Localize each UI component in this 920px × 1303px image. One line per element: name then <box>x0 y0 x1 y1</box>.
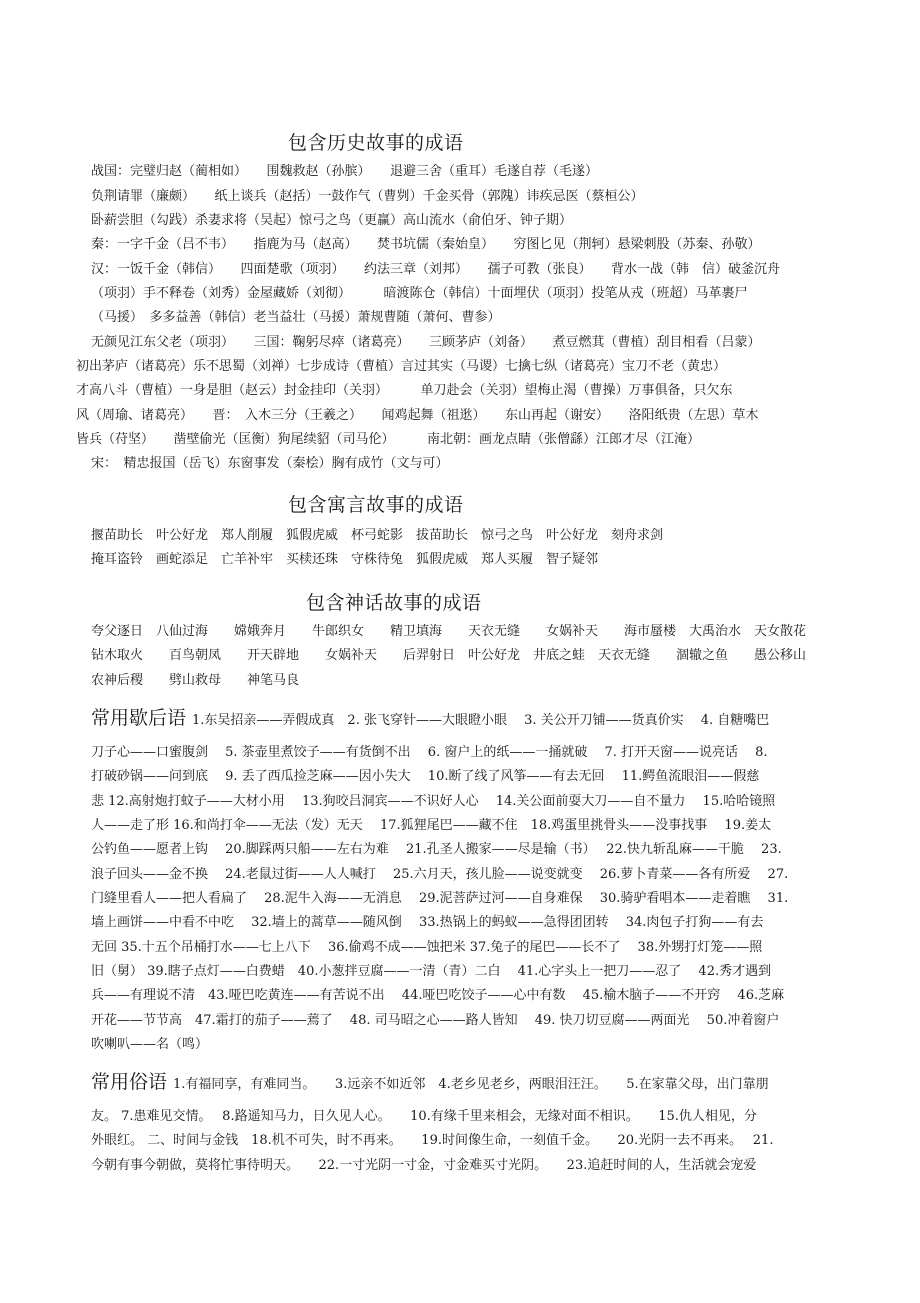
suyu-line-4: 今朝有事今朝做，莫将忙事待明天。 22.一寸光阴一寸金，寸金难买寸光阴。 23.追赶时间的人，生活就会宠爱 <box>91 1158 757 1173</box>
history-line-12: 皆兵（苻坚） 凿壁偷光（匡衡）狗尾续貂（司马伦） 南北朝：画龙点睛（张僧繇）江郎才尽（江淹） <box>76 432 701 447</box>
history-line-10: 才高八斗（曹植）一身是胆（赵云）封金挂印（关羽） 单刀赴会（关羽）望梅止渴（曹操）万事俱备，只欠东 <box>76 383 733 398</box>
myth-line-3: 农神后稷 劈山救母 神笔马良 <box>91 673 300 688</box>
history-line-9: 初出茅庐（诸葛亮）乐不思蜀（刘禅）七步成诗（曹植）言过其实（马谡）七擒七纵（诸葛亮）宝刀不老（黄忠） <box>76 359 727 374</box>
myth-idioms-heading: 包含神话故事的成语 <box>306 592 482 614</box>
xiehouyu-line-1 <box>91 707 770 729</box>
xiehouyu-line-2: 刀子心——口蜜腹剑 5. 茶壶里煮饺子——有货倒不出 6. 窗户上的纸——一捅就破 7. 打开天窗——说亮话 8. <box>91 745 768 760</box>
history-line-2: 负荆请罪（廉颇） 纸上谈兵（赵括）一鼓作气（曹刿）千金买骨（郭隗）讳疾忌医（蔡桓公） <box>91 189 644 204</box>
history-line-5: 汉：一饭千金（韩信） 四面楚歌（项羽） 约法三章（刘邦） 孺子可教（张良） 背水一战（韩 信）破釜沉舟 <box>91 262 781 277</box>
xiehouyu-line-5: 人——走了形 16.和尚打伞——无法（发）无天 17.狐狸尾巴——藏不住 18.鸡蛋里挑骨头——没事找事 19.姜太 <box>91 818 772 833</box>
history-line-3: 卧薪尝胆（勾践）杀妻求将（吴起）惊弓之鸟（更赢）高山流水（俞伯牙、钟子期） <box>91 213 573 228</box>
xiehouyu-line-10: 无回 35.十五个吊桶打水——七上八下 36.偷鸡不成——蚀把米 37.兔子的尾巴——长不了 38.外甥打灯笼——照 <box>91 940 763 955</box>
suyu-line-2: 友。 7.患难见交情。 8.路遥知马力，日久见人心。 10.有缘千里来相会，无缘对面不相识。 15.仇人相见，分 <box>91 1109 757 1124</box>
xiehouyu-line-3: 打破砂锅——问到底 9. 丢了西瓜捡芝麻——因小失大 10.断了线了风筝——有去无回 11.鳄鱼流眼泪——假慈 <box>91 769 760 784</box>
xiehouyu-line-6: 公钓鱼——愿者上钩 20.脚踩两只船——左右为难 21.孔圣人搬家——尽是输（书） 22.快九斩乱麻——干脆 23. <box>91 842 782 857</box>
fable-idioms-heading: 包含寓言故事的成语 <box>288 494 464 516</box>
history-line-4: 秦：一字千金（吕不韦） 指鹿为马（赵高） 焚书坑儒（秦始皇） 穷图匕见（荆轲）悬梁刺股（苏秦、孙敬） <box>91 237 761 252</box>
xiehouyu-line-8: 门缝里看人——把人看扁了 28.泥牛入海——无消息 29.泥菩萨过河——自身难保 30.骑驴看唱本——走着瞧 31. <box>91 891 789 906</box>
history-line-7: （马援） 多多益善（韩信）老当益壮（马援）萧规曹随（萧何、曹参） <box>91 310 501 325</box>
myth-line-1: 夸父逐日 八仙过海 嫦娥奔月 牛郎织女 精卫填海 天衣无缝 女娲补天 海市蜃楼 大禹治水 天女散花 <box>91 624 807 639</box>
fable-line-2: 掩耳盗铃 画蛇添足 亡羊补牢 买椟还珠 守株待兔 狐假虎威 郑人买履 智子疑邻 <box>91 552 599 567</box>
xiehouyu-line-11: 旧（舅） 39.瞎子点灯——白费蜡 40.小葱拌豆腐——一清（青）二白 41.心字头上一把刀——忍了 42.秀才遇到 <box>91 964 772 979</box>
xiehouyu-line-9: 墙上画饼——中看不中吃 32.墙上的蒿草——随风倒 33.热锅上的蚂蚁——急得团团转 34.肉包子打狗——有去 <box>91 915 764 930</box>
history-line-11: 风（周瑜、诸葛亮） 晋： 入木三分（王羲之） 闻鸡起舞（祖逖） 东山再起（谢安） 洛阳纸贵（左思）草木 <box>76 408 759 423</box>
suyu-text: 1.有福同享，有难同当。 3.远亲不如近邻 4.老乡见老乡，两眼泪汪汪。 5.在家靠父母，出门靠朋 <box>173 1077 769 1092</box>
xiehouyu-line-14: 吹喇叭——名（鸣） <box>91 1037 209 1052</box>
history-line-8: 无颜见江东父老（项羽） 三国：鞠躬尽瘁（诸葛亮） 三顾茅庐（刘备） 煮豆燃萁（曹植）刮目相看（吕蒙） <box>91 335 761 350</box>
xiehouyu-line-7: 浪子回头——金不换 24.老鼠过街——人人喊打 25.六月天，孩儿脸——说变就变 26.萝卜青菜——各有所爱 27. <box>91 867 789 882</box>
suyu-line-3: 外眼红。 二、时间与金钱 18.机不可失，时不再来。 19.时间像生命，一刻值千金。 20.光阴一去不再来。 21. <box>91 1133 774 1148</box>
xiehouyu-line-13: 开花——节节高 47.霜打的茄子——蔫了 48. 司马昭之心——路人皆知 49. 快刀切豆腐——两面光 50.冲着窗户 <box>91 1013 780 1028</box>
suyu-label: 常用俗语 <box>91 1071 168 1093</box>
history-idioms-heading: 包含历史故事的成语 <box>288 132 464 154</box>
xiehouyu-text: 1.东吴招亲——弄假成真 2. 张飞穿针——大眼瞪小眼 3. 关公开刀铺——货真价实 4. 自糖嘴巴 <box>192 713 770 728</box>
suyu-line-1 <box>91 1071 769 1093</box>
xiehouyu-line-12: 兵——有理说不清 43.哑巴吃黄连——有苦说不出 44.哑巴吃饺子——心中有数 45.榆木脑子——不开窍 46.芝麻 <box>91 988 785 1003</box>
myth-line-2: 钻木取火 百鸟朝凤 开天辟地 女娲补天 后羿射日 叶公好龙 井底之蛙 天衣无缝 涸辙之鱼 愚公移山 <box>91 648 807 663</box>
history-line-13: 宋： 精忠报国（岳飞）东窗事发（秦桧）胸有成竹（文与可） <box>91 456 449 471</box>
xiehouyu-line-4: 悲 12.高射炮打蚊子——大材小用 13.狗咬吕洞宾——不识好人心 14.关公面前耍大刀——自不量力 15.哈哈镜照 <box>91 794 776 809</box>
fable-line-1: 揠苗助长 叶公好龙 郑人削履 狐假虎威 杯弓蛇影 拔苗助长 惊弓之鸟 叶公好龙 刻舟求剑 <box>91 528 664 543</box>
xiehouyu-label: 常用歇后语 <box>91 707 187 729</box>
history-line-1: 战国：完璧归赵（蔺相如） 围魏救赵（孙膑） 退避三舍（重耳）毛遂自荐（毛遂） <box>91 164 599 179</box>
history-line-6: （项羽）手不释卷（刘秀）金屋藏娇（刘彻） 暗渡陈仓（韩信）十面埋伏（项羽）投笔从戎（班超）马革裹尸 <box>91 286 748 301</box>
